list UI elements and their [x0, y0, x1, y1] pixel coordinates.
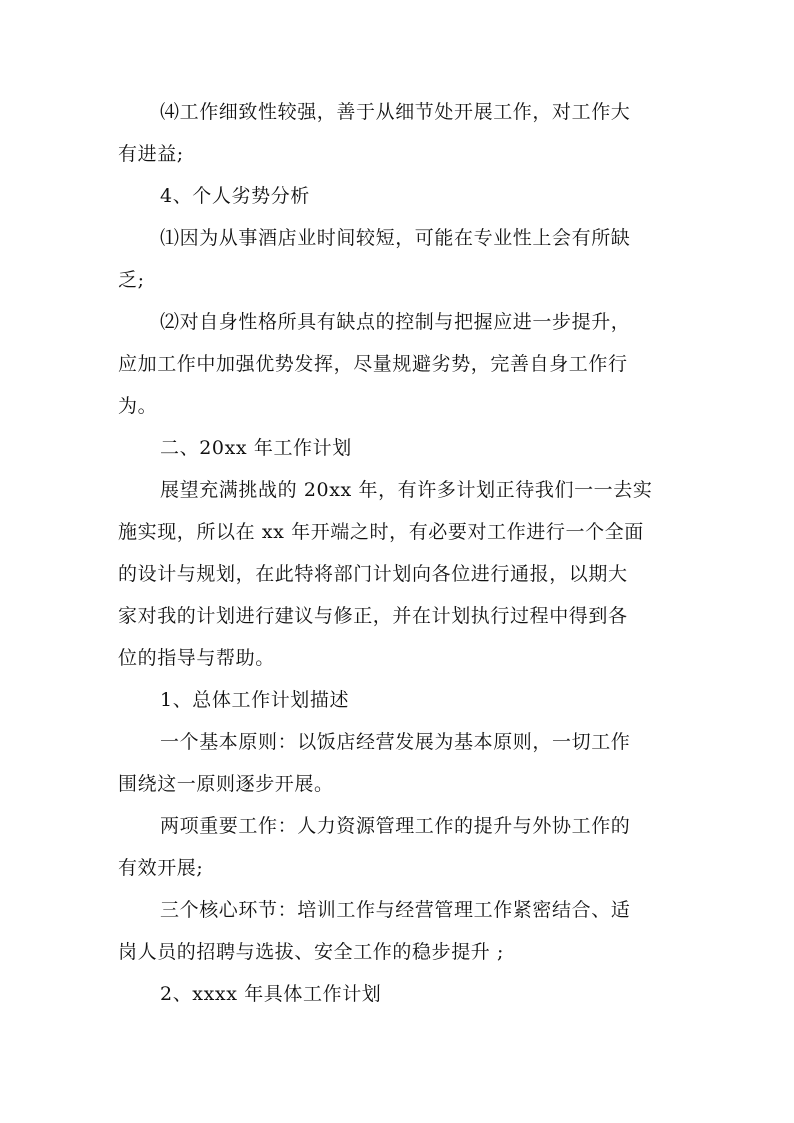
paragraph-line: 有进益;	[118, 143, 184, 165]
paragraph-line: 两项重要工作：人力资源管理工作的提升与外协工作的	[160, 815, 631, 837]
paragraph-line: 围绕这一原则逐步开展。	[118, 773, 334, 795]
section-heading: 1、总体工作计划描述	[160, 689, 350, 711]
paragraph-line: 一个基本原则：以饭店经营发展为基本原则，一切工作	[160, 731, 631, 753]
paragraph-line: ⑷工作细致性较强，善于从细节处开展工作，对工作大	[160, 101, 631, 123]
paragraph-line: 施实现，所以在 xx 年开端之时，有必要对工作进行一个全面	[118, 521, 644, 543]
paragraph-line: 展望充满挑战的 20xx 年，有许多计划正待我们一一去实	[160, 479, 653, 501]
paragraph-line: 的设计与规划，在此特将部门计划向各位进行通报，以期大	[118, 563, 628, 585]
paragraph-line: 位的指导与帮助。	[118, 647, 275, 669]
paragraph-line: 为。	[118, 395, 158, 417]
section-heading: 二、20xx 年工作计划	[160, 437, 352, 459]
section-heading: 4、个人劣势分析	[160, 185, 310, 207]
paragraph-line: 乏;	[118, 269, 145, 291]
paragraph-line: 有效开展;	[118, 857, 204, 879]
paragraph-line: ⑴因为从事酒店业时间较短，可能在专业性上会有所缺	[160, 227, 631, 249]
paragraph-line: 家对我的计划进行建议与修正，并在计划执行过程中得到各	[118, 605, 628, 627]
section-heading: 2、xxxx 年具体工作计划	[160, 983, 382, 1005]
paragraph-line: 三个核心环节：培训工作与经营管理工作紧密结合、适	[160, 899, 631, 921]
paragraph-line: 岗人员的招聘与选拔、安全工作的稳步提升 ;	[118, 941, 505, 963]
paragraph-line: 应加工作中加强优势发挥，尽量规避劣势，完善自身工作行	[118, 353, 628, 375]
paragraph-line: ⑵对自身性格所具有缺点的控制与把握应进一步提升，	[160, 311, 631, 333]
